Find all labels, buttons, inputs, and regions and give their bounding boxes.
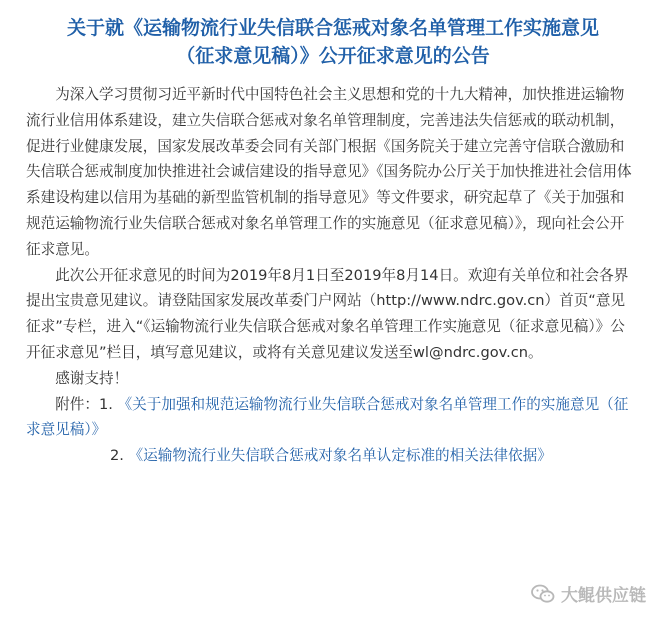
title-line-2: （征求意见稿）》公开征求意见的公告	[176, 45, 490, 67]
page-title	[10, 14, 656, 70]
watermark-text: 大鲲供应链	[561, 586, 646, 606]
title-line-1: 关于就《运输物流行业失信联合惩戒对象名单管理工作实施意见	[66, 17, 599, 39]
attachment-1	[26, 392, 638, 444]
attachment-1-number: 1.	[98, 395, 118, 413]
paragraph-consultation: 此次公开征求意见的时间为2019年8月1日至2019年8月14日。欢迎有关单位和社会各界提出宝贵意见建议。请登陆国家发展改革委门户网站（http://www.ndrc.gov.cn）首页“意见征求”专栏，进入“《运输物流行业失信联合惩戒对象名单管理工作实施意见（征求意见稿）》公开征求意见”栏目，填写意见建议，或将有关意见建议发送至wl@ndrc.gov.cn。	[26, 266, 629, 361]
article-body	[26, 82, 638, 469]
paragraph-thanks: 感谢支持！	[55, 369, 129, 387]
paragraph-intro: 为深入学习贯彻习近平新时代中国特色社会主义思想和党的十九大精神，加快推进运输物流行业信用体系建设，建立失信联合惩戒对象名单管理制度，完善违法失信惩戒的联动机制，促进行业健康发展，国家发展改革委会同有关部门根据《国务院关于建立完善守信联合激励和失信联合惩戒制度加快推进社会诚信建设的指导意见》《国务院办公厅关于加快推进社会信用体系建设构建以信用为基础的新型监管机制的指导意见》等文件要求，研究起草了《关于加强和规范运输物流行业失信联合惩戒对象名单管理工作的实施意见（征求意见稿）》，现向社会公开征求意见。	[26, 86, 632, 258]
attachment-label: 附件：	[55, 395, 99, 413]
attachment-2-link[interactable]: 《运输物流行业失信联合惩戒对象名单认定标准的相关法律依据》	[128, 447, 552, 465]
attachment-1-link[interactable]: 《关于加强和规范运输物流行业失信联合惩戒对象名单管理工作的实施意见（征求意见稿）》	[26, 395, 629, 439]
attachment-2	[26, 443, 638, 469]
watermark	[531, 581, 646, 606]
wechat-icon	[531, 584, 555, 604]
attachment-2-number: 2.	[110, 447, 129, 465]
